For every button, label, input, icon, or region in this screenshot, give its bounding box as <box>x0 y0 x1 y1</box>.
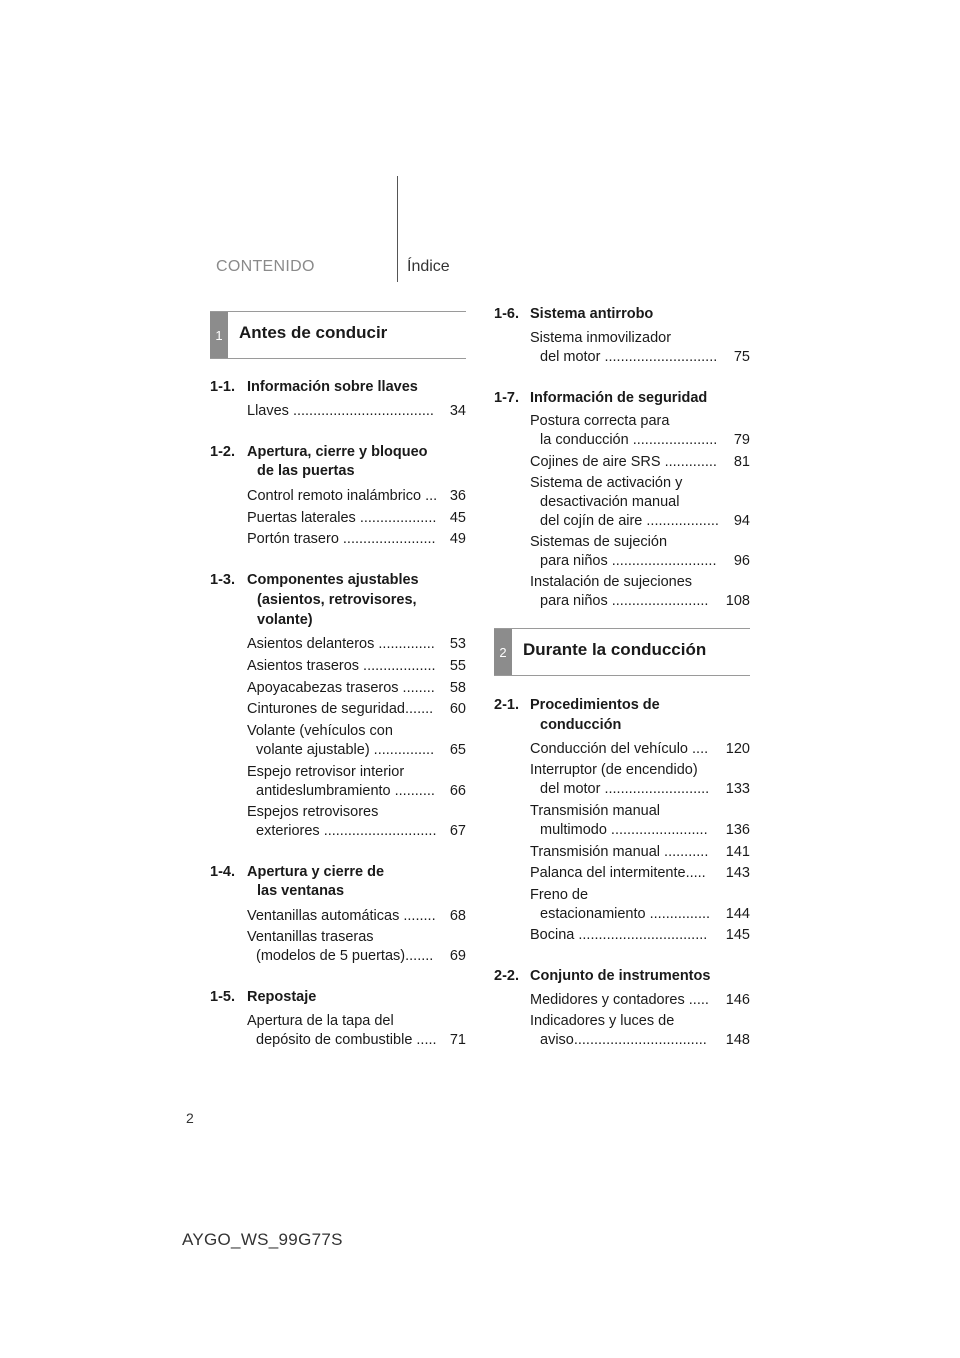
toc-entry-page: 133 <box>725 781 750 797</box>
subsection-number: 1-1. <box>210 379 235 395</box>
subsection-title: Repostaje <box>247 989 317 1005</box>
toc-entry-page: 144 <box>725 906 750 922</box>
toc-entry-text-cont: aviso................................. <box>540 1032 707 1048</box>
toc-entry-text-cont: (modelos de 5 puertas)....... <box>256 948 434 964</box>
toc-entry-text: Cojines de aire SRS ............. <box>530 454 717 470</box>
toc-entry-page: 69 <box>449 948 466 964</box>
footer-code: AYGO_WS_99G77S <box>182 1230 343 1249</box>
toc-entry-page: 141 <box>725 844 750 860</box>
toc-entry-text-cont: del cojín de aire .................. <box>540 513 719 529</box>
toc-entry-text: Conducción del vehículo .... <box>530 741 709 757</box>
toc-entry-page: 49 <box>449 531 466 547</box>
toc-entry-page: 96 <box>733 553 750 569</box>
toc-entry-page: 58 <box>449 680 466 696</box>
toc-entry-text: Indicadores y luces de <box>530 1013 675 1029</box>
toc-entry-text-cont: del motor ............................ <box>540 349 718 365</box>
toc-entry-text-cont: multimodo ........................ <box>540 822 708 838</box>
toc-entry-text: Espejos retrovisores <box>247 804 379 820</box>
toc-entry-text: Control remoto inalámbrico ... <box>247 488 438 504</box>
toc-entry-page: 68 <box>449 908 466 924</box>
subsection-title-cont: volante) <box>257 612 313 628</box>
toc-entry-text: Asientos traseros .................. <box>247 658 436 674</box>
toc-entry-text: Llaves ................................... <box>247 403 434 419</box>
subsection-title: Conjunto de instrumentos <box>530 968 711 984</box>
toc-entry-page: 65 <box>449 742 466 758</box>
subsection-title: Información sobre llaves <box>247 379 418 395</box>
toc-entry-text: Freno de <box>530 887 589 903</box>
toc-entry-text: Apertura de la tapa del <box>247 1013 394 1029</box>
subsection-title-cont: (asientos, retrovisores, <box>257 592 417 608</box>
toc-entry-text: Transmisión manual <box>530 803 661 819</box>
header-contents-label: CONTENIDO <box>216 258 315 275</box>
toc-entry-page: 94 <box>733 513 750 529</box>
toc-entry-text-cont: para niños .......................... <box>540 553 717 569</box>
toc-entry-page: 71 <box>449 1032 466 1048</box>
toc-entry-text: Transmisión manual ........... <box>530 844 709 860</box>
subsection-title-cont: conducción <box>540 717 622 733</box>
toc-entry-page: 75 <box>733 349 750 365</box>
toc-entry-text-cont: antideslumbramiento .......... <box>256 783 435 799</box>
toc-entry-page: 53 <box>449 636 466 652</box>
toc-entry-text: Ventanillas traseras <box>247 929 374 945</box>
toc-entry-text: Sistema de activación y <box>530 475 683 491</box>
toc-entry-page: 148 <box>725 1032 750 1048</box>
toc-entry-text-cont: la conducción ..................... <box>540 432 718 448</box>
toc-entry-page: 108 <box>725 593 750 609</box>
subsection-title: Sistema antirrobo <box>530 306 654 322</box>
subsection-number: 1-3. <box>210 572 235 588</box>
toc-entry-text: Bocina ................................ <box>530 927 708 943</box>
toc-entry-text: Postura correcta para <box>530 413 670 429</box>
toc-entry-text-cont: depósito de combustible ..... <box>256 1032 437 1048</box>
toc-entry-text: Interruptor (de encendido) <box>530 762 698 778</box>
toc-entry-page: 45 <box>449 510 466 526</box>
toc-entry-text: Sistemas de sujeción <box>530 534 668 550</box>
toc-entry-page: 81 <box>733 454 750 470</box>
toc-entry-text-cont: estacionamiento ............... <box>540 906 711 922</box>
toc-entry-text: Asientos delanteros .............. <box>247 636 435 652</box>
section-number-tab: 1 <box>210 312 228 358</box>
toc-entry-text-cont: para niños ........................ <box>540 593 709 609</box>
toc-entry-page: 79 <box>733 432 750 448</box>
toc-entry-text: Instalación de sujeciones <box>530 574 693 590</box>
toc-entry-page: 120 <box>725 741 750 757</box>
toc-entry-text-cont: exteriores ............................ <box>256 823 437 839</box>
section-title: Durante la conducción <box>523 640 707 659</box>
section-header-2 <box>494 628 750 676</box>
toc-entry-text: Volante (vehículos con <box>247 723 393 739</box>
subsection-number: 1-5. <box>210 989 235 1005</box>
subsection-title: Procedimientos de <box>530 697 660 713</box>
toc-entry-page: 34 <box>449 403 466 419</box>
toc-entry-page: 55 <box>449 658 466 674</box>
page-number: 2 <box>186 1110 194 1126</box>
toc-entry-text: Medidores y contadores ..... <box>530 992 709 1008</box>
toc-entry-page: 36 <box>449 488 466 504</box>
toc-entry-page: 143 <box>725 865 750 881</box>
subsection-title: Información de seguridad <box>530 390 708 406</box>
header-index-label: Índice <box>407 258 450 275</box>
subsection-title: Apertura y cierre de <box>247 864 385 880</box>
subsection-title-cont: de las puertas <box>257 463 355 479</box>
toc-entry-page: 60 <box>449 701 466 717</box>
subsection-number: 1-6. <box>494 306 519 322</box>
subsection-title: Apertura, cierre y bloqueo <box>247 444 428 460</box>
toc-entry-page: 67 <box>449 823 466 839</box>
toc-entry-text: Puertas laterales ................... <box>247 510 437 526</box>
subsection-number: 1-4. <box>210 864 235 880</box>
section-number-tab: 2 <box>494 629 512 675</box>
toc-entry-text: Portón trasero ....................... <box>247 531 436 547</box>
subsection-number: 1-2. <box>210 444 235 460</box>
toc-entry-page: 136 <box>725 822 750 838</box>
toc-entry-text-cont: volante ajustable) ............... <box>256 742 435 758</box>
section-header-1 <box>210 311 466 359</box>
toc-entry-page: 145 <box>725 927 750 943</box>
toc-entry-text: Espejo retrovisor interior <box>247 764 405 780</box>
subsection-number: 2-2. <box>494 968 519 984</box>
toc-entry-text-cont: desactivación manual <box>540 494 680 510</box>
toc-entry-text: Cinturones de seguridad....... <box>247 701 434 717</box>
subsection-number: 1-7. <box>494 390 519 406</box>
subsection-number: 2-1. <box>494 697 519 713</box>
toc-entry-page: 66 <box>449 783 466 799</box>
subsection-title-cont: las ventanas <box>257 883 345 899</box>
subsection-title: Componentes ajustables <box>247 572 419 588</box>
toc-entry-text: Ventanillas automáticas ........ <box>247 908 436 924</box>
toc-entry-text: Sistema inmovilizador <box>530 330 672 346</box>
toc-entry-text: Palanca del intermitente..... <box>530 865 706 881</box>
header-divider <box>397 176 398 282</box>
toc-entry-text: Apoyacabezas traseros ........ <box>247 680 435 696</box>
toc-entry-page: 146 <box>725 992 750 1008</box>
toc-entry-text-cont: del motor .......................... <box>540 781 710 797</box>
section-title: Antes de conducir <box>239 323 388 342</box>
